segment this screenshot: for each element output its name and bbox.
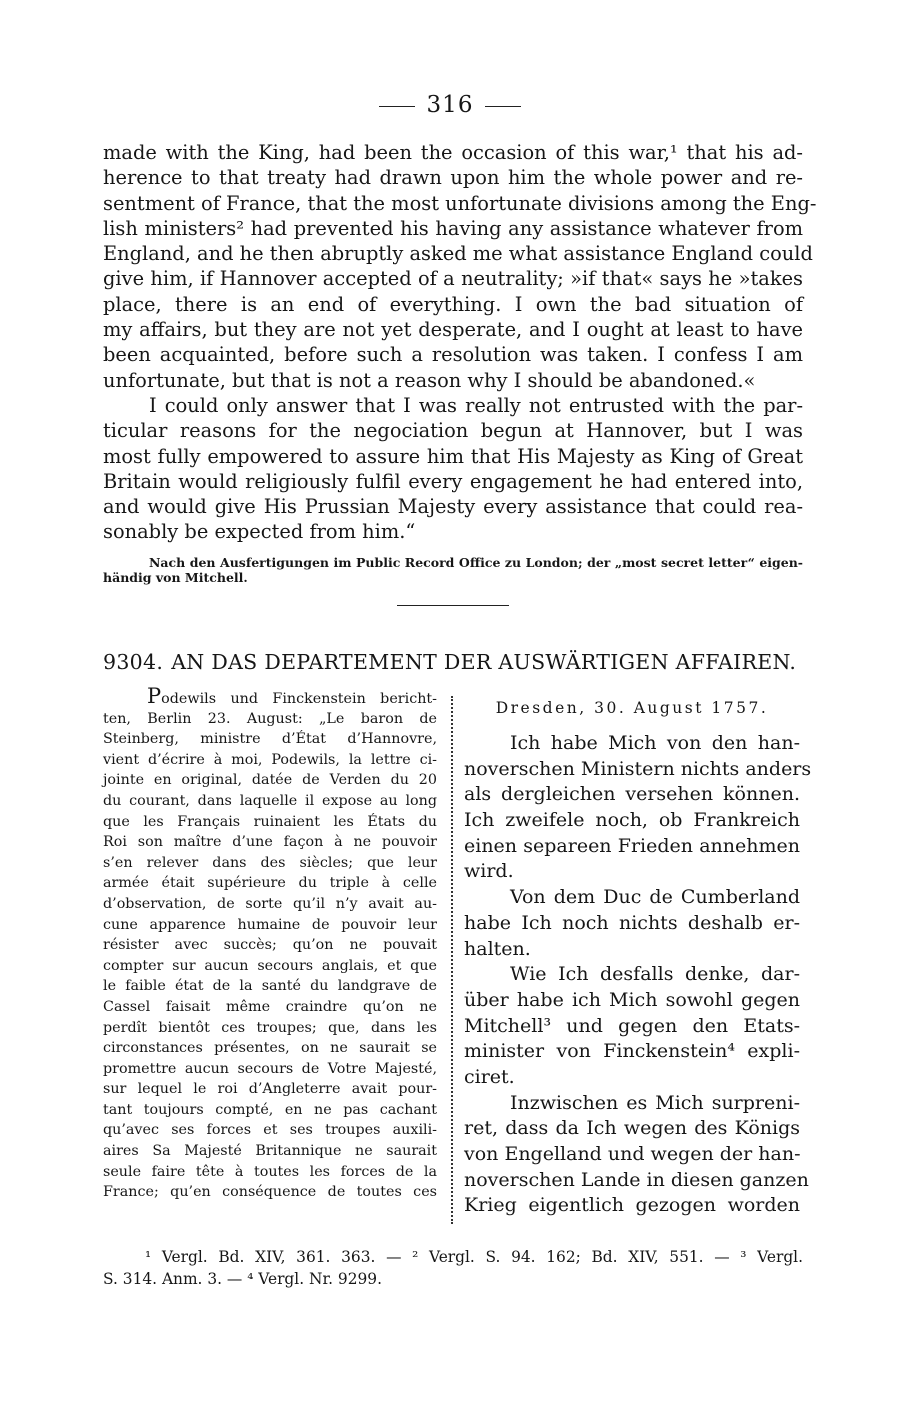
text-line: herence to that treaty had drawn upon him the whole power and re-: [103, 166, 803, 190]
reply-line: Ich habe Mich von den han-: [510, 732, 800, 754]
section-divider: [397, 605, 509, 606]
text-line: ticular reasons for the negociation begun at Hannover, but I was: [103, 419, 803, 443]
text-line: sentment of France, that the most unfortunate divisions among the Eng-: [103, 191, 817, 215]
reply-line: noverschen Lande in diesen ganzen: [464, 1168, 809, 1191]
source-note: [103, 556, 803, 585]
footnotes: [103, 1246, 803, 1290]
text-line: my affairs, but they are not yet desperate, and I ought at least to have: [103, 318, 803, 342]
reply-line: Von dem Duc de Cumberland: [510, 886, 800, 909]
reply-line: Krieg eigentlich gezogen worden: [464, 1194, 800, 1217]
summary-line: cune apparence humaine de pouvoir leur: [103, 916, 437, 933]
summary-column: [103, 684, 437, 1203]
reply-line: habe Ich noch nichts deshalb er-: [464, 911, 800, 934]
text-line: place, there is an end of everything. I own the bad situation of: [103, 292, 803, 316]
column-divider: [451, 696, 453, 1224]
summary-line: tant toujours compté, en ne pas cachant: [103, 1101, 437, 1118]
text-line: been acquainted, before such a resolution was taken. I confess I am: [103, 343, 803, 367]
reply-line: als dergleichen versehen können.: [464, 783, 800, 806]
text-line: lish ministers² had prevented his having any assistance whatever from: [103, 216, 803, 240]
reply-line: Inzwischen es Mich surpreni-: [510, 1091, 800, 1114]
summary-line: armée était supérieure du triple à celle: [103, 875, 437, 892]
reply-line: Ich zweifele noch, ob Frankreich: [464, 809, 800, 832]
reply-line: halten.: [464, 937, 531, 960]
document-title: AN DAS DEPARTEMENT DER AUSWÄRTIGEN AFFAIREN.: [171, 650, 797, 674]
reply-line: Mitchell³ und gegen den Etats-: [464, 1014, 800, 1037]
text-line: made with the King, had been the occasion of this war,¹ that his ad-: [103, 141, 803, 164]
summary-line: [103, 684, 437, 709]
summary-line: Cassel faisait même craindre qu’on ne: [103, 998, 437, 1015]
text-line: England, and he then abruptly asked me what assistance England could: [103, 242, 813, 266]
summary-line: seule faire tête à toutes les forces de la: [103, 1163, 437, 1180]
summary-line: circonstances présentes, on ne saurait se: [103, 1040, 437, 1057]
summary-line: vient d’écrire à moi, Podewils, la lettre ci-: [103, 751, 437, 768]
text-line: most fully empowered to assure him that His Majesty as King of Great: [103, 444, 803, 468]
document-heading: [103, 650, 803, 674]
summary-line: perdît bientôt ces troupes; que, dans les: [103, 1019, 437, 1036]
reply-line: ciret.: [464, 1065, 515, 1088]
header-dash-right: [485, 106, 521, 107]
summary-line: que les Français ruinaient les États du: [103, 813, 437, 830]
summary-line: qu’avec ses forces et ses troupes auxili-: [103, 1122, 437, 1139]
text-line: unfortunate, but that is not a reason why I should be abandoned.«: [103, 368, 756, 392]
initial-letter: P: [147, 684, 162, 708]
summary-line: aires Sa Majesté Britannique ne saurait: [103, 1143, 437, 1160]
reply-line: von Engelland und wegen der han-: [464, 1143, 801, 1165]
summary-line: compter sur aucun secours anglais, et que: [103, 957, 437, 974]
summary-line: promettre aucun secours de Votre Majesté,: [103, 1060, 437, 1077]
summary-line: d’observation, de sorte qu’il n’y avait au-: [103, 895, 437, 912]
dateline: Dresden, 30. August 1757.: [495, 699, 769, 717]
summary-line: du courant, dans laquelle il expose au long: [103, 792, 437, 809]
reply-line: einen separeen Frieden annehmen: [464, 834, 800, 857]
summary-line: ten, Berlin 23. August: „Le baron de: [103, 710, 437, 727]
page-number: 316: [426, 92, 474, 118]
text-line: I could only answer that I was really not entrusted with the par-: [149, 394, 803, 417]
text-line: give him, if Hannover accepted of a neutrality; »if that« says he »takes: [103, 267, 803, 291]
text-line: sonably be expected from him.“: [103, 520, 416, 544]
summary-line: jointe en original, datée de Verden du 20: [103, 772, 437, 789]
reply-line: Wie Ich desfalls denke, dar-: [510, 963, 800, 986]
summary-line: le faible état de la santé du landgrave de: [103, 978, 437, 995]
page-header: [0, 92, 900, 118]
reply-line: minister von Finckenstein⁴ expli-: [464, 1040, 800, 1063]
text-line: Britain would religiously fulfil every engagement he had entered into,: [103, 469, 803, 493]
footnote-line: S. 314. Anm. 3. — ⁴ Vergl. Nr. 9299.: [103, 1270, 382, 1288]
reply-line: ret, dass da Ich wegen des Königs: [464, 1117, 800, 1140]
document-number: 9304.: [103, 650, 164, 674]
reply-line: über habe ich Mich sowohl gegen: [464, 988, 800, 1011]
source-note-line: Nach den Ausfertigungen im Public Record Office zu London; der „most secret letter“ eigen-: [149, 555, 803, 570]
header-dash-left: [379, 106, 415, 107]
summary-line: sur lequel le roi d’Angleterre avait pour-: [103, 1081, 437, 1098]
summary-line: Roi son maître d’une façon à ne pouvoir: [103, 834, 437, 851]
summary-line: s’en relever dans des siècles; que leur: [103, 854, 437, 871]
text-line: and would give His Prussian Majesty every assistance that could rea-: [103, 495, 803, 519]
summary-first-line: odewils und Finckenstein bericht-: [161, 691, 437, 707]
footnote-line: ¹ Vergl. Bd. XIV, 361. 363. — ² Vergl. S. 94. 162; Bd. XIV, 551. — ³ Vergl.: [145, 1248, 803, 1266]
royal-reply-column: [464, 697, 812, 1219]
summary-line: résister avec succès; qu’on ne pouvait: [103, 937, 437, 954]
summary-line: Steinberg, ministre d’État d’Hannovre,: [103, 731, 437, 748]
reply-line: noverschen Ministern nichts anders: [464, 757, 812, 780]
letter-reply-paragraph: [103, 393, 803, 545]
reply-line: wird.: [464, 860, 514, 883]
letter-continuation-paragraph: [103, 140, 817, 393]
summary-line: France; qu’en conséquence de toutes ces: [103, 1184, 437, 1201]
source-note-line: händig von Mitchell.: [103, 569, 248, 585]
